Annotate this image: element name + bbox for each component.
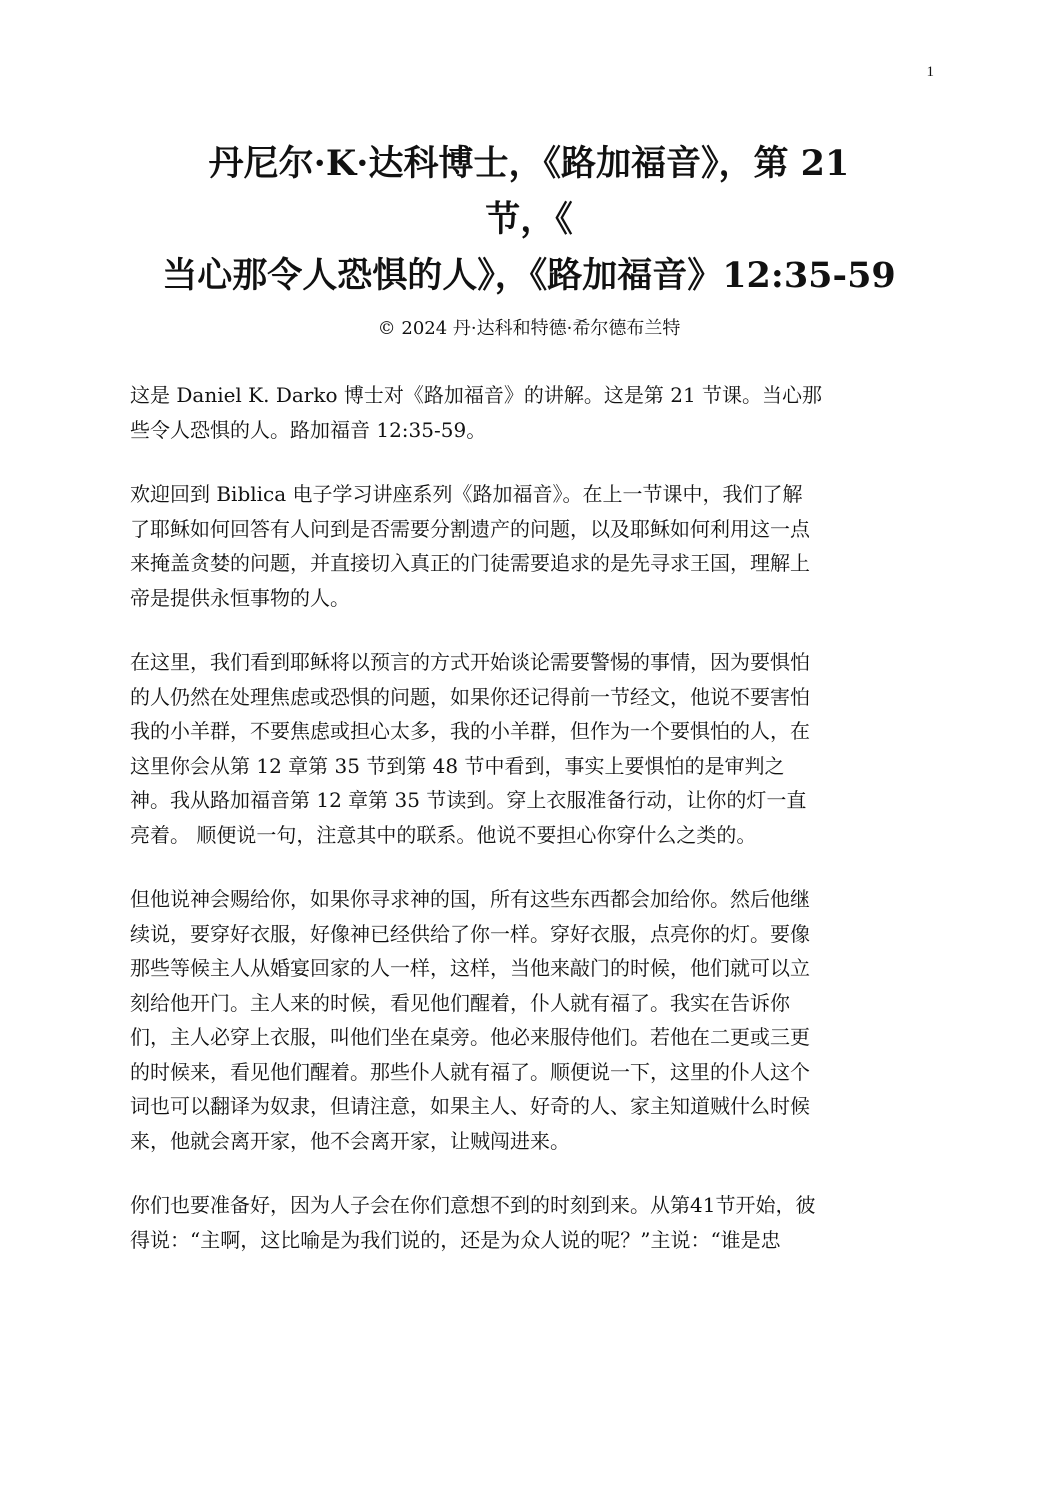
text-line: 这里你会从第 12 章第 35 节到第 48 节中看到，事实上要惧怕的是审判之 <box>130 753 785 778</box>
text-line: 你们也要准备好，因为人子会在你们意想不到的时刻到来。从第41节开始，彼 <box>130 1193 816 1217</box>
document-body <box>130 378 930 1287</box>
text-line: 的时候来，看见他们醒着。那些仆人就有福了。顺便说一下，这里的仆人这个 <box>130 1059 810 1084</box>
paragraph-welcome <box>130 477 930 615</box>
paragraph-warning <box>130 645 930 852</box>
text-line: 来掩盖贪婪的问题，并直接切入真正的门徒需要追求的是先寻求王国，理解上 <box>130 551 810 575</box>
title-line: 当心那令人恐惧的人》，《路加福音》12:35-59 <box>162 255 896 296</box>
text-line: 那些等候主人从婚宴回家的人一样，这样，当他来敲门的时候，他们就可以立 <box>130 956 810 980</box>
title-line: 丹尼尔·K·达科博士，《路加福音》，第 21 <box>208 143 850 184</box>
text-line: 在这里，我们看到耶稣将以预言的方式开始谈论需要警惕的事情，因为要惧怕 <box>130 650 810 674</box>
text-line: 了耶稣如何回答有人问到是否需要分割遗产的问题，以及耶稣如何利用这一点 <box>130 516 810 541</box>
text-line: 们，主人必穿上衣服，叫他们坐在桌旁。他必来服侍他们。若他在二更或三更 <box>130 1025 810 1049</box>
text-line: 帝是提供永恒事物的人。 <box>130 585 350 610</box>
text-line: 词也可以翻译为奴隶，但请注意，如果主人、好奇的人、家主知道贼什么时候 <box>130 1094 810 1118</box>
text-line: 但他说神会赐给你，如果你寻求神的国，所有这些东西都会加给你。然后他继 <box>130 887 810 911</box>
paragraph-intro <box>130 378 930 447</box>
paragraph-ready <box>130 1188 930 1257</box>
text-line: 续说，要穿好衣服，好像神已经供给了你一样。穿好衣服，点亮你的灯。要像 <box>130 921 810 946</box>
text-line: 这是 Daniel K. Darko 博士对《路加福音》的讲解。这是第 21 节课。当心那 <box>130 383 823 407</box>
text-line: 神。我从路加福音第 12 章第 35 节读到。穿上衣服准备行动，让你的灯一直 <box>130 788 807 812</box>
text-line: 来，他就会离开家，他不会离开家，让贼闯进来。 <box>130 1128 570 1153</box>
text-line: 的人仍然在处理焦虑或恐惧的问题，如果你还记得前一节经文，他说不要害怕 <box>130 684 810 709</box>
text-line: 亮着。 顺便说一句，注意其中的联系。他说不要担心你穿什么之类的。 <box>130 822 757 847</box>
text-line: 我的小羊群，不要焦虑或担心太多，我的小羊群，但作为一个要惧怕的人，在 <box>130 719 810 743</box>
text-line: 欢迎回到 Biblica 电子学习讲座系列《路加福音》。在上一节课中，我们了解 <box>130 482 803 506</box>
page-number: 1 <box>926 64 934 80</box>
text-line: 些令人恐惧的人。路加福音 12:35-59。 <box>130 417 487 442</box>
text-line: 刻给他开门。主人来的时候，看见他们醒着，仆人就有福了。我实在告诉你 <box>130 990 790 1015</box>
document-title <box>110 136 948 304</box>
title-line: 节，《 <box>485 199 573 240</box>
paragraph-servants <box>130 882 930 1158</box>
text-line: 得说：“主啊，这比喻是为我们说的，还是为众人说的呢？”主说：“谁是忠 <box>130 1227 781 1252</box>
copyright-line: © 2024 丹·达科和特德·希尔德布兰特 <box>377 318 681 339</box>
